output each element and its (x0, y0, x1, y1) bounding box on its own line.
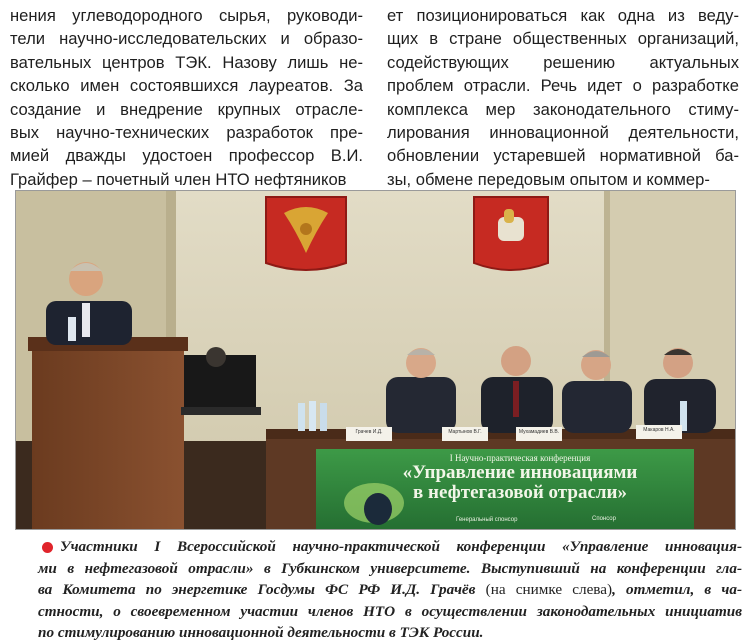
right-column-line: содействующих решению актуальных (387, 52, 739, 72)
caption-line-1: Участники I Всероссийской научно-практической конференции «Управление инновация- (60, 538, 742, 555)
nameplate-4: Макаров Н.А. (643, 427, 675, 433)
right-column-line: комплекса мер законодательного стиму- (387, 99, 739, 119)
conference-photo (15, 190, 736, 530)
russia-coat-of-arms (266, 197, 346, 270)
banner-sponsor-label: Генеральный спонсор (456, 517, 518, 523)
caption-line-5: по стимулированию инновационной деятельности в ТЭК России. (38, 624, 484, 642)
left-column-line: тели научно-исследовательских и образо- (10, 29, 363, 49)
moscow-coat-of-arms (474, 197, 548, 270)
left-column-line: создание и внедрение крупных отрасле- (10, 99, 363, 119)
left-column-line: Грайфер – почетный член НТО нефтяников (10, 169, 347, 189)
banner-subtitle: I Научно-практическая конференция (449, 453, 591, 463)
caption-line-3-start: ва Комитета по энергетике Госдумы ФС РФ И.Д. Грачёв (38, 581, 486, 599)
left-column-line: вательных центров ТЭК. Назову лишь не- (10, 52, 363, 72)
caption-line-3-end: , отметил, в ча- (612, 581, 743, 599)
banner-sponsor-label-2: Спонсор (592, 516, 616, 522)
nameplate-3: Мухамадиев В.В. (518, 429, 560, 435)
caption-line-2: ми в нефтегазовой отрасли» в Губкинском университете. Выступивший на конференции гла- (38, 559, 742, 577)
podium (28, 337, 188, 529)
left-column-line: сколько имен состоявшихся лауреатов. За (10, 76, 363, 96)
left-column-line: мией дважды удостоен профессор В.И. (10, 146, 363, 166)
nameplate-1: Грачев И.Д. (355, 429, 383, 435)
right-column-line: щих в стране общественных организаций, (387, 29, 739, 49)
right-column-line: лирования инновационной деятельности, (387, 123, 739, 143)
left-column-line: нения углеводородного сырья, руководи- (10, 6, 363, 25)
conference-photo-illustration (16, 191, 735, 529)
left-column-line: вых научно-технических разработок пре- (10, 123, 363, 143)
banner-title-line2: в нефтегазовой отрасли» (413, 482, 627, 503)
nameplate-2: Мартынов В.Г. (448, 429, 482, 435)
article-column-right (387, 4, 739, 191)
caption-line-4: стности, о своевременном участии членов НТО в осуществлении законодательных инициатив (38, 602, 742, 620)
photo-caption (38, 536, 742, 644)
article-column-left (10, 4, 363, 191)
banner-title-line1: «Управление инновациями (402, 462, 638, 483)
caption-line-3 (38, 579, 742, 601)
right-column-line: ет позиционироваться как одна из веду- (387, 6, 739, 25)
caption-photo-note: (на снимке слева) (485, 581, 613, 599)
right-column-line: проблем отрасли. Речь идет о разработке (387, 76, 739, 96)
right-column-line: зы, обмене передовым опытом и коммер- (387, 169, 710, 189)
right-column-line: обновлении устаревшей нормативной ба- (387, 146, 739, 166)
